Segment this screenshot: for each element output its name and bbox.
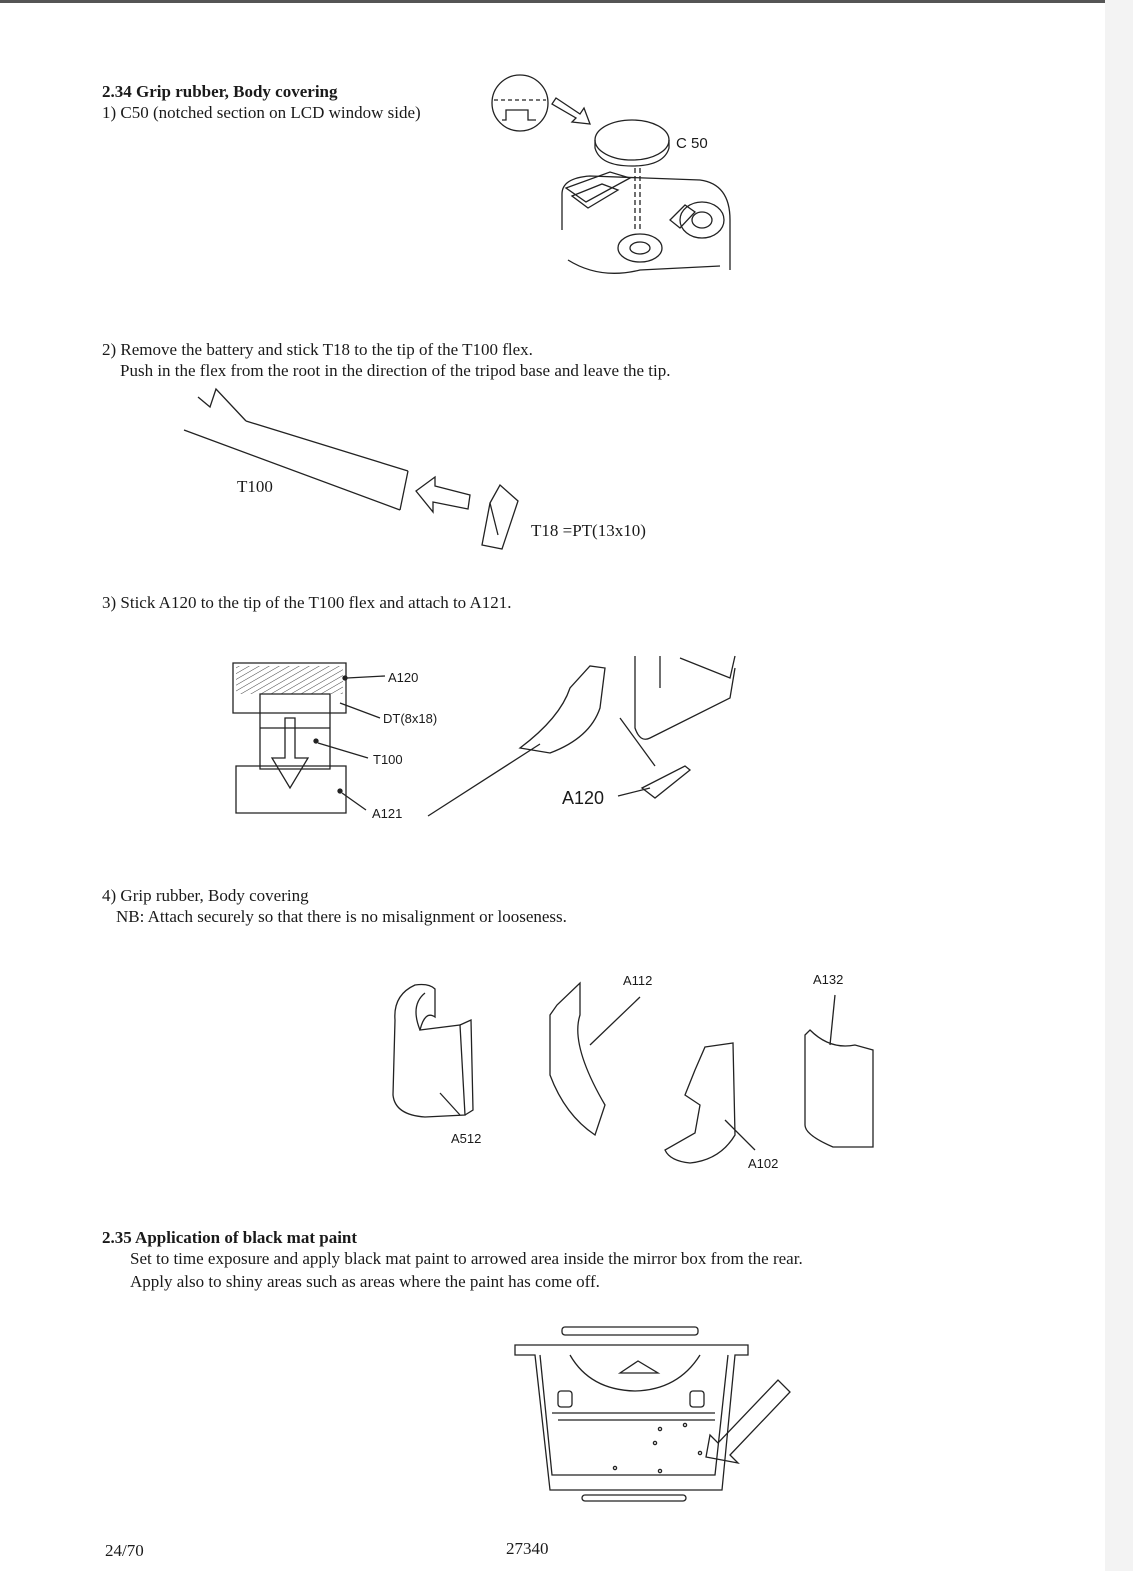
part-a102	[665, 1043, 735, 1163]
label-t100: T100	[237, 477, 273, 496]
part-a132	[805, 1030, 873, 1147]
mirror-box-outline	[515, 1345, 748, 1490]
step-1-text: 1) C50 (notched section on LCD window side)	[102, 103, 421, 122]
label-a120: A120	[388, 670, 419, 685]
a121-part	[236, 766, 346, 813]
document-number: 27340	[506, 1539, 549, 1558]
page-edge-shade	[1105, 0, 1133, 1571]
step-3-text: 3) Stick A120 to the tip of the T100 flex and attach to A121.	[102, 593, 512, 612]
step-4-note: NB: Attach securely so that there is no misalignment or looseness.	[116, 907, 567, 926]
direction-arrow	[552, 98, 590, 124]
label-a112: A112	[623, 973, 653, 988]
label-t18: T18 =PT(13x10)	[531, 521, 646, 540]
paint-area-arrow	[706, 1380, 790, 1463]
center-prism	[620, 1361, 658, 1373]
label-t100-small: T100	[373, 752, 403, 767]
bottom-rail	[582, 1495, 686, 1501]
section-234-heading: 2.34 Grip rubber, Body covering	[102, 82, 338, 101]
section-235-heading: 2.35 Application of black mat paint	[102, 1228, 358, 1247]
label-a102: A102	[748, 1156, 779, 1171]
figure-c50-cover	[480, 70, 740, 285]
top-rail	[562, 1327, 698, 1335]
label-a120-large: A120	[562, 788, 605, 808]
label-a512: A512	[451, 1131, 482, 1146]
label-a121: A121	[372, 806, 403, 821]
break-mark	[198, 389, 246, 421]
step-2-subtext: Push in the flex from the root in the direction of the tripod base and leave the tip.	[120, 361, 671, 380]
label-dt: DT(8x18)	[383, 711, 438, 726]
label-a132: A132	[813, 972, 844, 987]
notch-detail-circle	[492, 75, 548, 131]
figure-t100-flex	[180, 385, 530, 555]
part-a112	[550, 983, 605, 1135]
figure-mirror-box	[510, 1325, 810, 1505]
body-flap	[520, 666, 605, 753]
t18-tape	[482, 485, 518, 549]
top-rule	[0, 0, 1133, 3]
label-c50: C 50	[676, 135, 708, 152]
section-235-line-2: Apply also to shiny areas such as areas where the paint has come off.	[130, 1272, 600, 1291]
page-number: 24/70	[105, 1541, 144, 1560]
part-a512	[393, 985, 465, 1118]
push-arrow	[416, 477, 470, 512]
step-4-text: 4) Grip rubber, Body covering	[102, 886, 309, 905]
section-235-line-1: Set to time exposure and apply black mat paint to arrowed area inside the mirror box from the rear.	[130, 1249, 803, 1268]
step-2-text: 2) Remove the battery and stick T18 to the tip of the T100 flex.	[102, 340, 533, 359]
figure-a120-attach	[230, 648, 750, 828]
a120-detail	[642, 766, 690, 798]
